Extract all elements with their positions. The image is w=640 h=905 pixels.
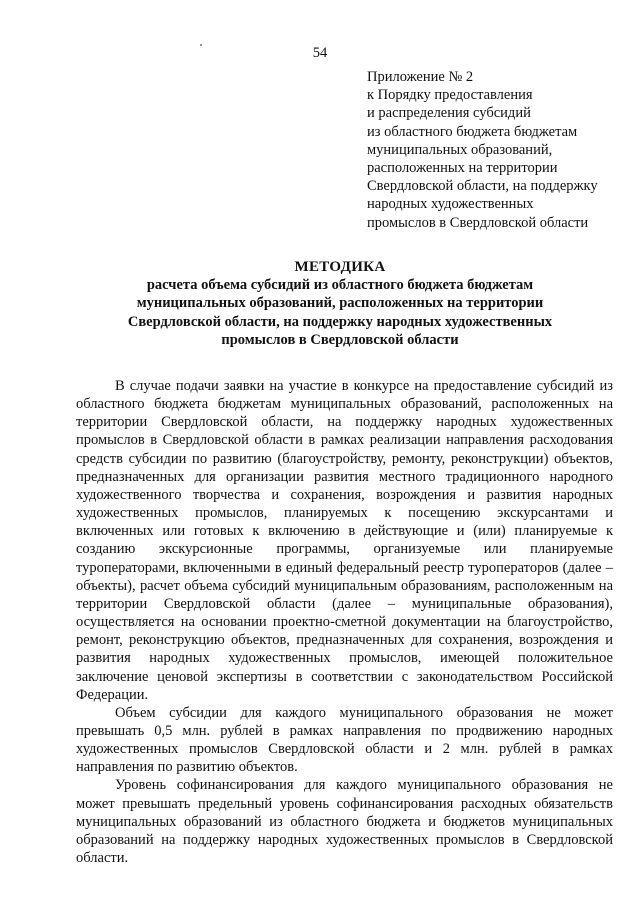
body-paragraph: Уровень софинансирования для каждого муниципального образования не может превышать предельный уровень софинансирования расходных обязательств муниципальных образований из областного бюджета и бюджетов муниципальных образований на поддержку народных художественных промыслов в Свердловской области.	[76, 777, 613, 867]
body-paragraph: Объем субсидии для каждого муниципального образования не может превышать 0,5 млн. рублей в рамках направления по продвижению народных художественных промыслов Свердловской области и 2 млн. рублей в рамках направления по развитию объектов.	[76, 704, 613, 776]
document-body	[76, 377, 613, 867]
appendix-line: к Порядку предоставления	[367, 87, 533, 104]
appendix-line: из областного бюджета бюджетам	[367, 123, 578, 140]
document-subtitle-line: Свердловской области, на поддержку народных художественных	[127, 313, 553, 330]
appendix-line: муниципальных образований,	[367, 141, 553, 158]
document-title: МЕТОДИКА	[294, 259, 386, 275]
appendix-line: расположенных на территории	[367, 160, 558, 177]
appendix-block	[367, 68, 632, 232]
document-heading	[90, 258, 590, 349]
body-paragraph: В случае подачи заявки на участие в конкурсе на предоставление субсидий из областного бюджета бюджетам муниципальных образований, расположенных на территории Свердловской области, на поддержку народных художественных промыслов в Свердловской области в рамках реализации направления расходования средств субсидии по развитию (благоустройству, ремонту, реконструкции) объектов, предназначенных для организации развития местного традиционного народного художественного творчества и сохранения, возрождения и развития народных художественных промыслов, планируемых к посещению экскурсантами и включенных или готовых к включению в действующие и (или) планируемые к созданию экскурсионные программы, организуемые или планируемые туроператорами, включенными в единый федеральный реестр туроператоров (далее – объекты), расчет объема субсидий муниципальным образованиям, расположенным на территории Свердловской области (далее – муниципальные образования), осуществляется на основании проектно-сметной документации на благоустройство, ремонт, реконструкцию объектов, предназначенных для сохранения, возрождения и развития народных художественных промыслов, имеющей положительное заключение ценовой экспертизы в соответствии с законодательством Российской Федерации.	[76, 378, 613, 703]
document-subtitle-line: промыслов в Свердловской области	[221, 331, 459, 348]
appendix-line: промыслов в Свердловской области	[367, 214, 589, 231]
page-number: 54	[312, 45, 328, 61]
appendix-line: народных художественных	[367, 196, 534, 213]
document-subtitle-line: расчета объема субсидий из областного бюджета бюджетам	[146, 277, 534, 294]
document-subtitle-line: муниципальных образований, расположенных на территории	[136, 295, 544, 312]
appendix-line: и распределения субсидий	[367, 105, 531, 122]
appendix-line: Приложение № 2	[367, 69, 474, 85]
appendix-line: Свердловской области, на поддержку	[367, 178, 598, 195]
